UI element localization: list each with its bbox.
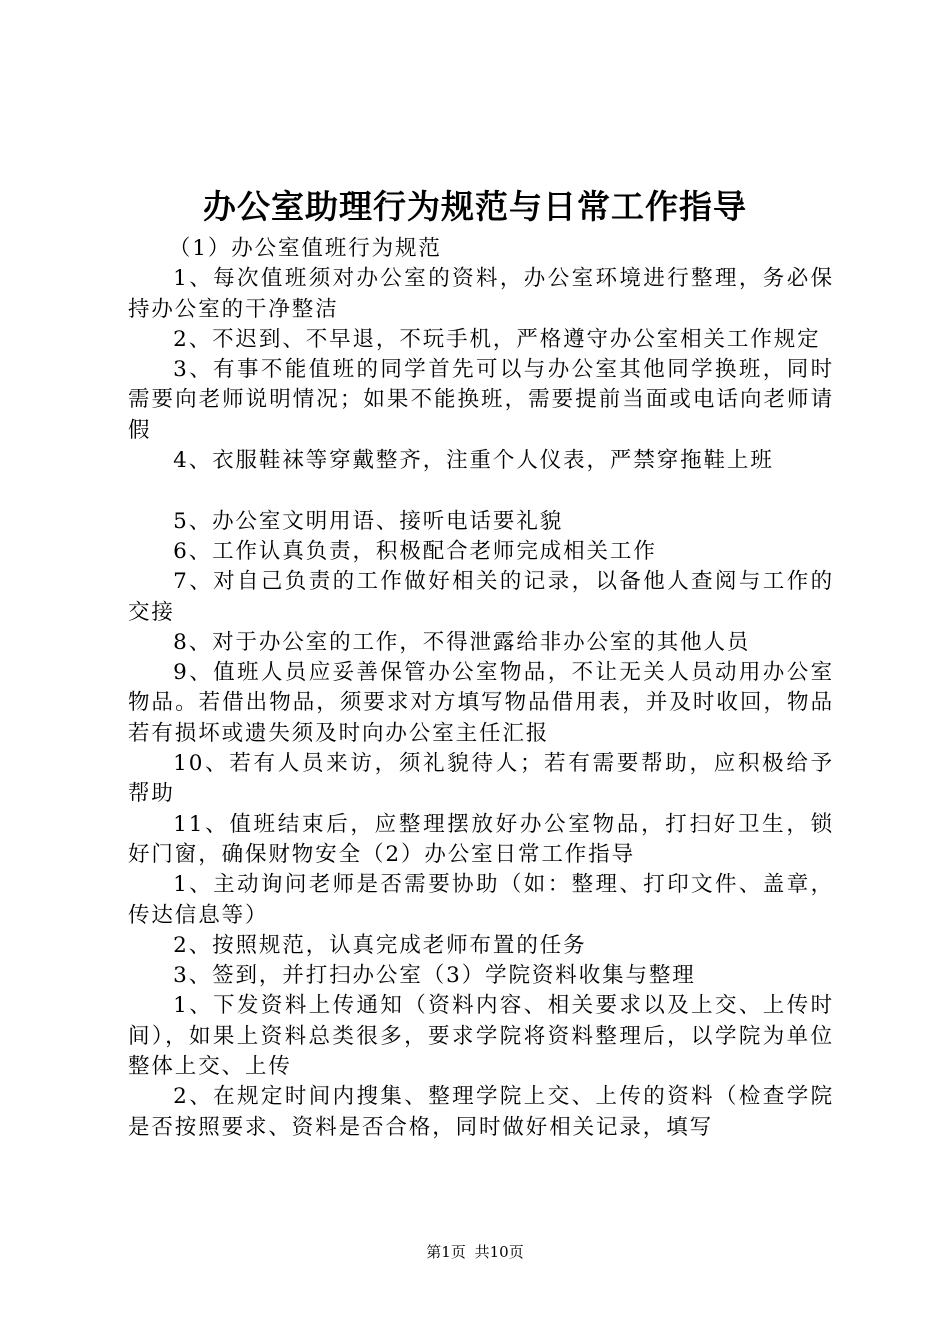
section-heading: （1）办公室值班行为规范 xyxy=(168,236,442,261)
paragraph: 2、不迟到、不早退，不玩手机，严格遵守办公室相关工作规定 xyxy=(173,326,821,352)
page-footer xyxy=(0,1242,950,1262)
paragraph: 2、在规定时间内搜集、整理学院上交、上传的资料（检查学院是否按照要求、资料是否合格，同时做好相关记录，填写 xyxy=(128,1084,834,1140)
paragraph: 9、值班人员应妥善保管办公室物品，不让无关人员动用办公室物品。若借出物品，须要求对方填写物品借用表，并及时收回，物品若有损坏或遗失须及时向办公室主任汇报 xyxy=(128,660,834,746)
paragraph: 3、有事不能值班的同学首先可以与办公室其他同学换班，同时需要向老师说明情况；如果不能换班，需要提前当面或电话向老师请假 xyxy=(128,357,834,443)
document-title: 办公室助理行为规范与日常工作指导 xyxy=(203,187,747,226)
paragraph: 1、下发资料上传通知（资料内容、相关要求以及上交、上传时间），如果上资料总类很多，要求学院将资料整理后，以学院为单位整体上交、上传 xyxy=(128,993,834,1080)
paragraph: 3、签到，并打扫办公室（3）学院资料收集与整理 xyxy=(173,963,696,989)
page-total: 共10页 xyxy=(474,1243,524,1261)
paragraph: 8、对于办公室的工作，不得泄露给非办公室的其他人员 xyxy=(173,629,751,655)
paragraph: 1、每次值班须对办公室的资料，办公室环境进行整理，务必保持办公室的干净整洁 xyxy=(128,266,834,322)
paragraph: 6、工作认真负责，积极配合老师完成相关工作 xyxy=(173,538,657,564)
paragraph: 5、办公室文明用语、接听电话要礼貌 xyxy=(173,508,564,534)
paragraph: 1、主动询问老师是否需要协助（如：整理、打印文件、盖章，传达信息等） xyxy=(128,872,834,928)
paragraph: 7、对自己负责的工作做好相关的记录，以备他人查阅与工作的交接 xyxy=(128,569,834,625)
paragraph: 10、若有人员来访，须礼貌待人；若有需要帮助，应积极给予帮助 xyxy=(128,751,834,807)
paragraph: 11、值班结束后，应整理摆放好办公室物品，打扫好卫生，锁好门窗，确保财物安全（2）办公室日常工作指导 xyxy=(128,811,834,867)
paragraph: 4、衣服鞋袜等穿戴整齐，注重个人仪表，严禁穿拖鞋上班 xyxy=(173,448,774,474)
page-number: 第1页 xyxy=(426,1243,466,1261)
paragraph: 2、按照规范，认真完成老师布置的任务 xyxy=(173,932,587,958)
document-body xyxy=(128,234,834,1143)
